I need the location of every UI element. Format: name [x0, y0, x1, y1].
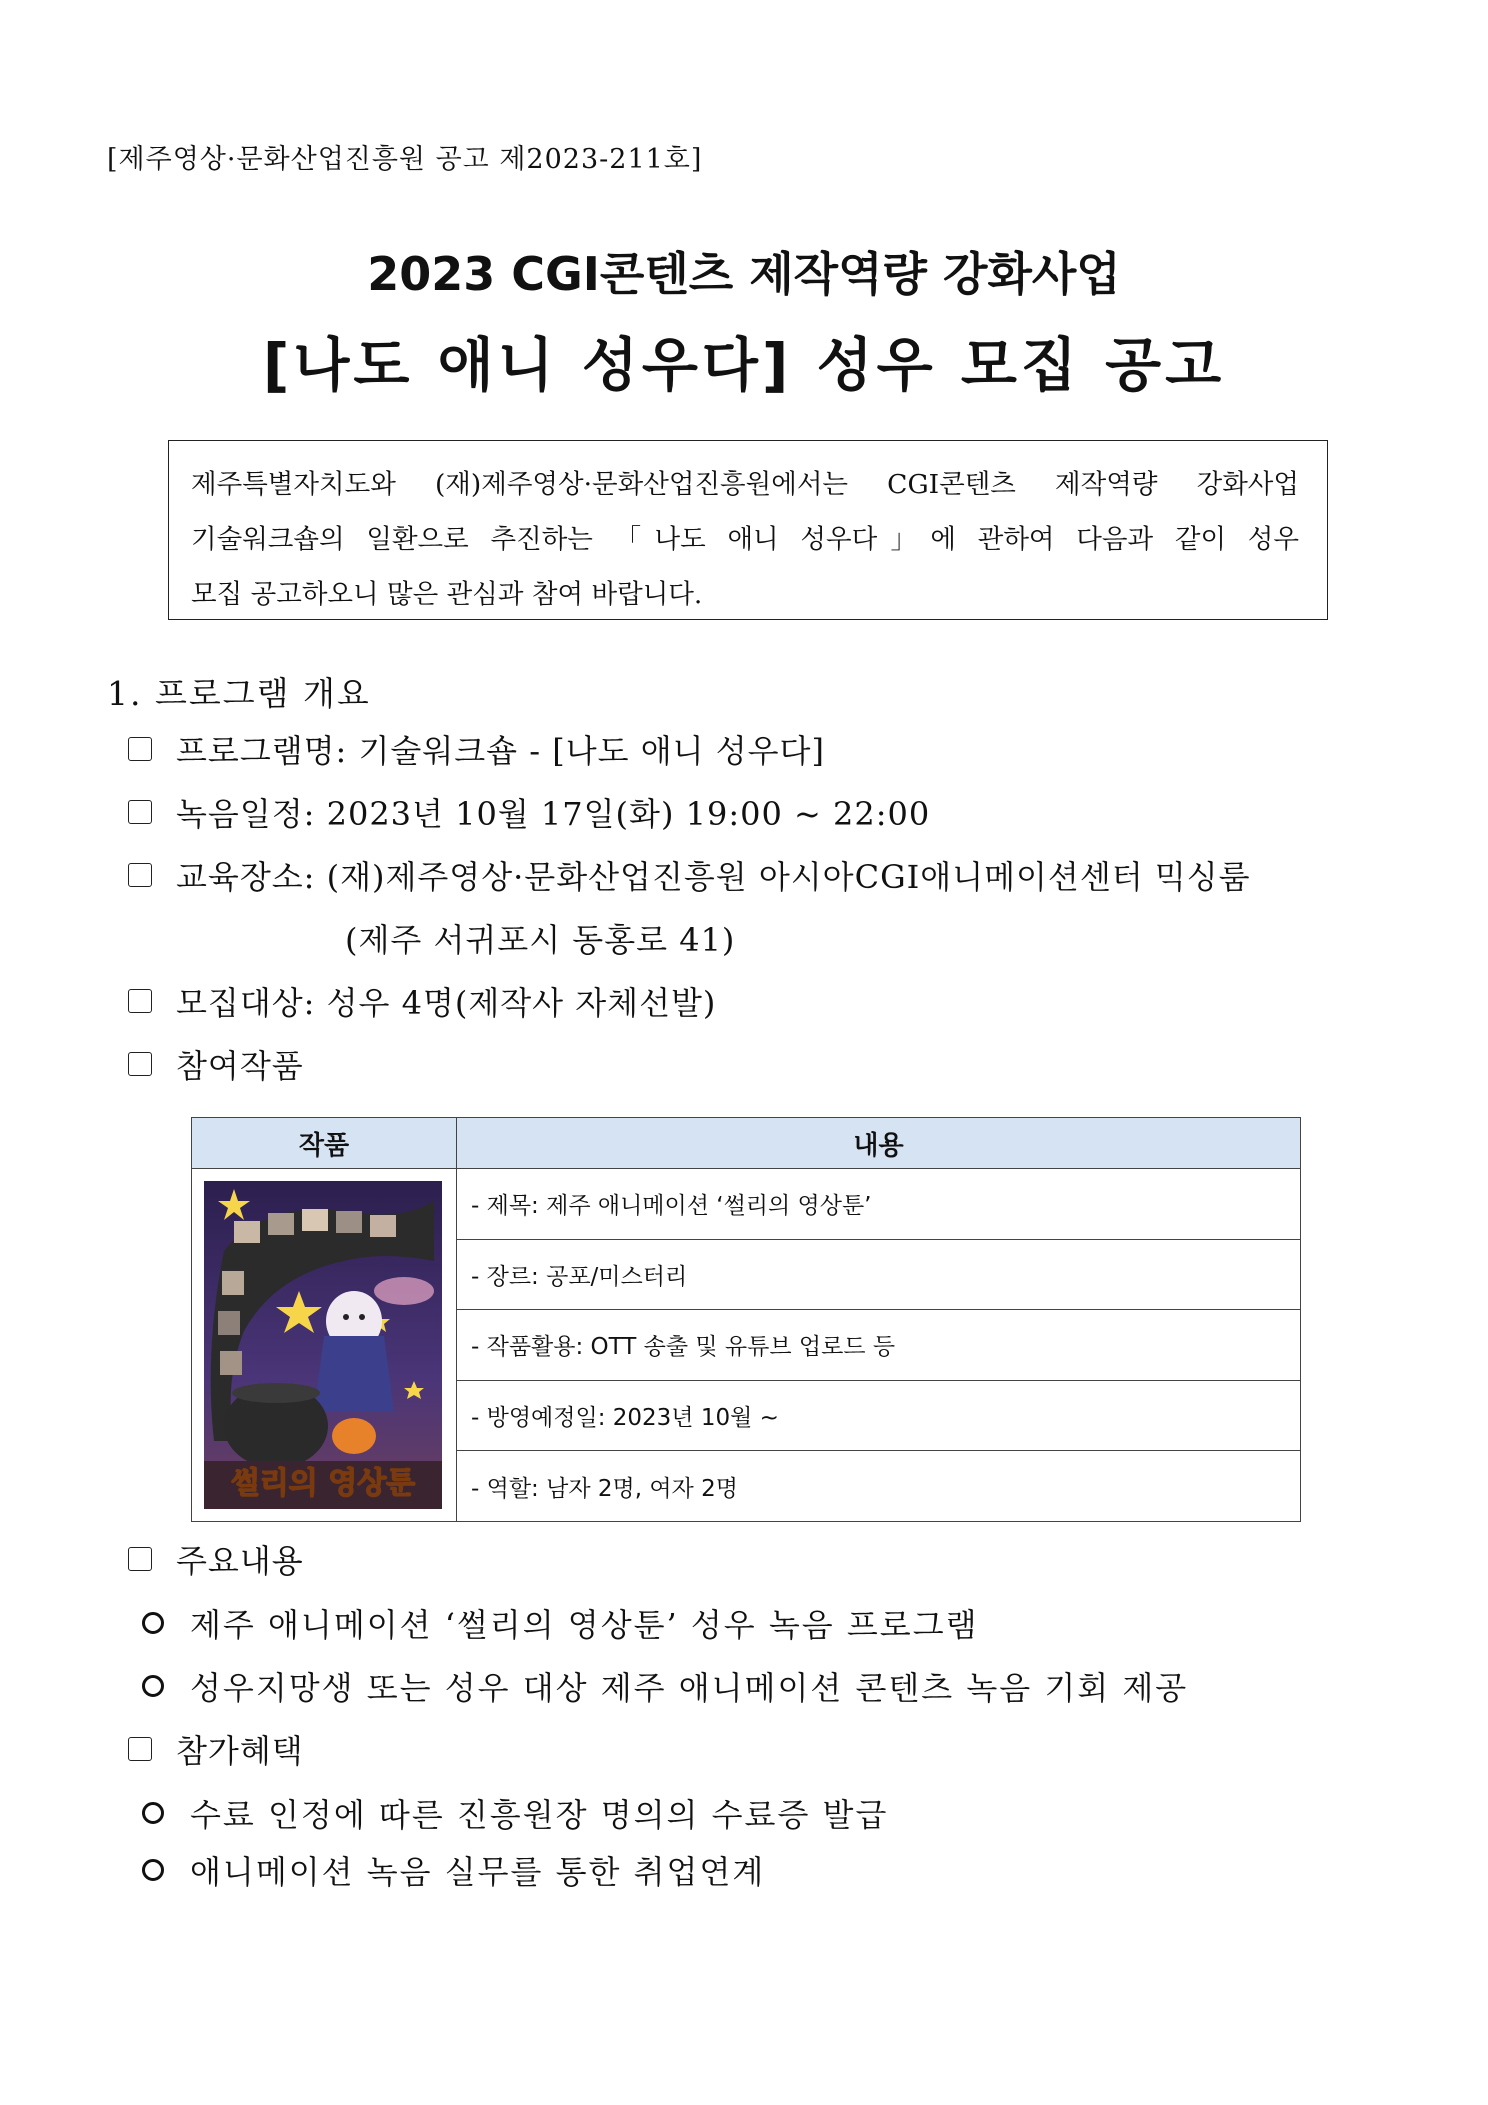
intro-line-1: 제주특별자치도와 (재)제주영상·문화산업진흥원에서는 CGI콘텐츠 제작역량 강화사업: [191, 469, 1299, 500]
schedule-item: [128, 789, 930, 835]
poster-cell: [192, 1169, 457, 1522]
circle-bullet-icon: [142, 1802, 164, 1824]
benefits-text-2: 애니메이션 녹음 실무를 통한 취업연계: [190, 1853, 766, 1891]
circle-bullet-icon: [142, 1675, 164, 1697]
program-name-text: 프로그램명: 기술워크숍 - [나도 애니 성우다]: [176, 732, 825, 770]
circle-bullet-icon: [142, 1612, 164, 1634]
works-label-text: 참여작품: [176, 1047, 304, 1085]
benefits-bullet-1: [142, 1790, 888, 1836]
works-table-header: [192, 1118, 1301, 1169]
main-content-bullet-1: [142, 1600, 979, 1646]
intro-line-3: 모집 공고하오니 많은 관심과 참여 바랍니다.: [191, 579, 703, 610]
circle-bullet-icon: [142, 1859, 164, 1881]
works-row-2: - 장르: 공포/미스터리: [457, 1239, 1301, 1310]
location-address: (제주 서귀포시 동홍로 41): [345, 921, 736, 959]
program-name-item: [128, 726, 825, 772]
notice-number: [제주영상·문화산업진흥원 공고 제2023-211호]: [107, 144, 703, 175]
title-line-1: 2023 CGI콘텐츠 제작역량 강화사업: [367, 247, 1121, 301]
header-work: 작품: [192, 1118, 457, 1169]
checkbox-square-icon: [128, 1737, 152, 1761]
checkbox-square-icon: [128, 1052, 152, 1076]
table-row: [192, 1169, 1301, 1240]
animation-poster-image: [204, 1181, 442, 1509]
benefits-label: 참가혜택: [176, 1732, 304, 1770]
main-content-text-2: 성우지망생 또는 성우 대상 제주 애니메이션 콘텐츠 녹음 기회 제공: [190, 1669, 1189, 1707]
checkbox-square-icon: [128, 737, 152, 761]
main-content-bullet-2: [142, 1663, 1188, 1709]
location-text: 교육장소: (재)제주영상·문화산업진흥원 아시아CGI애니메이션센터 믹싱룸: [176, 858, 1251, 896]
works-row-1: - 제목: 제주 애니메이션 ‘썰리의 영상툰’: [457, 1169, 1301, 1240]
poster-title: 썰리의 영상툰: [230, 1466, 416, 1501]
location-item: [128, 852, 1251, 898]
benefits-text-1: 수료 인정에 따른 진흥원장 명의의 수료증 발급: [190, 1796, 889, 1834]
works-table: [191, 1117, 1301, 1522]
works-row-3: - 작품활용: OTT 송출 및 유튜브 업로드 등: [457, 1310, 1301, 1381]
benefits-bullet-2: [142, 1847, 765, 1893]
section-1-title: 1. 프로그램 개요: [107, 674, 371, 713]
main-content-item: [128, 1536, 304, 1582]
recruit-target-text: 모집대상: 성우 4명(제작사 자체선발): [176, 984, 717, 1022]
main-content-text-1: 제주 애니메이션 ‘썰리의 영상툰’ 성우 녹음 프로그램: [190, 1606, 979, 1644]
works-row-5: - 역할: 남자 2명, 여자 2명: [457, 1451, 1301, 1522]
main-content-label: 주요내용: [176, 1542, 304, 1580]
checkbox-square-icon: [128, 989, 152, 1013]
intro-line-2: 기술워크숍의 일환으로 추진하는 「나도 애니 성우다」에 관하여 다음과 같이 성우: [191, 524, 1299, 555]
recruit-target-item: [128, 978, 716, 1024]
checkbox-square-icon: [128, 800, 152, 824]
benefits-item: [128, 1726, 304, 1772]
checkbox-square-icon: [128, 863, 152, 887]
works-label-item: [128, 1041, 304, 1087]
intro-box: [168, 440, 1328, 620]
title-line-2: [나도 애니 성우다] 성우 모집 공고: [262, 331, 1226, 399]
works-row-4: - 방영예정일: 2023년 10월 ~: [457, 1380, 1301, 1451]
header-content: 내용: [457, 1118, 1301, 1169]
schedule-text: 녹음일정: 2023년 10월 17일(화) 19:00 ~ 22:00: [176, 795, 931, 833]
checkbox-square-icon: [128, 1547, 152, 1571]
